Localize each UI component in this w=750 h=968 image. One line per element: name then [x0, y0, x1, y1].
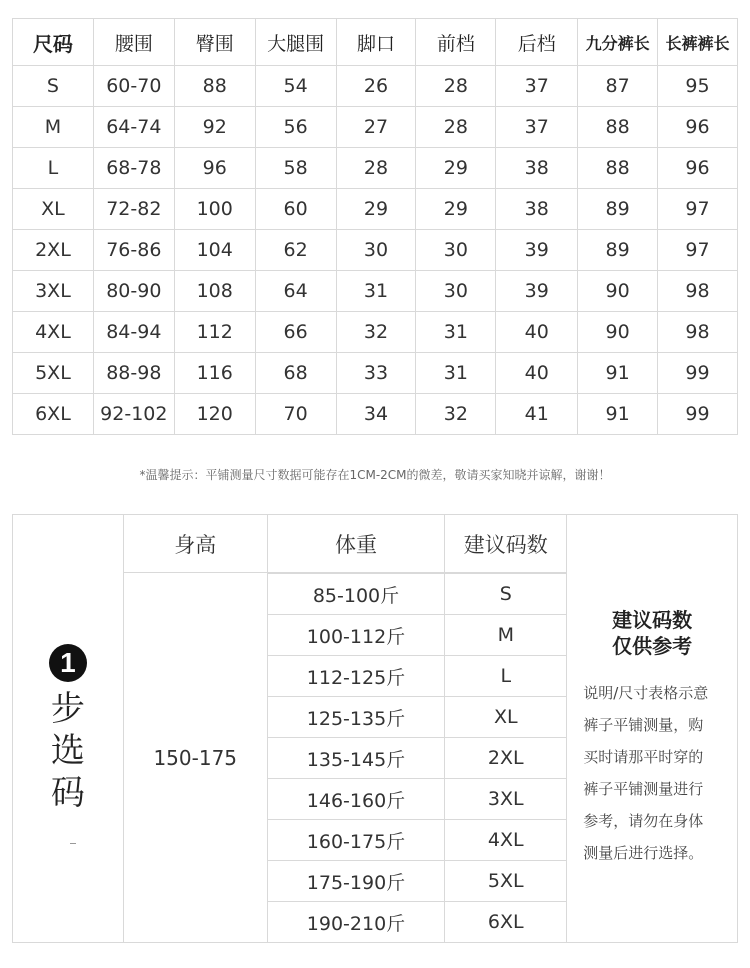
size-chart-cell: 76-86: [93, 230, 174, 271]
size-chart-cell: 40: [496, 353, 578, 394]
step-cell: [13, 515, 124, 943]
size-chart-header-row: [13, 19, 738, 66]
size-chart-cell: 89: [578, 230, 658, 271]
size-chart-cell: 30: [336, 230, 416, 271]
size-chart-cell: 90: [578, 312, 658, 353]
header-weight: 体重: [267, 515, 445, 573]
size-chart-cell: 68-78: [93, 148, 174, 189]
size-chart-cell: 88-98: [93, 353, 174, 394]
size-chart-cell: 88: [578, 148, 658, 189]
size-chart-cell: 60: [255, 189, 336, 230]
size-chart-cell: 84-94: [93, 312, 174, 353]
size-chart-cell: 30: [416, 271, 496, 312]
size-chart-row: [13, 107, 738, 148]
size-chart-cell: 39: [496, 230, 578, 271]
step-number: 1: [49, 644, 87, 682]
size-chart-cell: 91: [578, 394, 658, 435]
advice-title-line: 仅供参考: [612, 634, 693, 658]
size-chart-cell: 31: [336, 271, 416, 312]
size-chart-cell: 91: [578, 353, 658, 394]
size-chart-row: [13, 353, 738, 394]
size-chart-row: [13, 394, 738, 435]
recommended-size: S: [445, 574, 567, 615]
header-back-rise: 后档: [496, 19, 578, 66]
header-full-length: 长裤裤长: [658, 19, 738, 66]
size-chart-cell: 66: [255, 312, 336, 353]
size-chart-cell: 92-102: [93, 394, 174, 435]
size-chart-cell: 32: [416, 394, 496, 435]
weight-range: 190-210斤: [267, 902, 445, 943]
header-height: 身高: [123, 515, 267, 573]
size-chart-cell: 37: [496, 107, 578, 148]
size-chart-cell: 28: [416, 66, 496, 107]
size-chart-cell: 98: [658, 312, 738, 353]
header-recommended-size: 建议码数: [445, 515, 567, 573]
weight-range: 146-160斤: [267, 779, 445, 820]
size-chart-cell: 88: [174, 66, 255, 107]
size-chart-cell: 38: [496, 189, 578, 230]
size-chart-cell: 97: [658, 230, 738, 271]
advice-title-line: 建议码数: [612, 608, 693, 632]
measurement-note: *温馨提示：平铺测量尺寸数据可能存在1CM-2CM的微差，敬请买家知晓并谅解，谢谢！: [139, 468, 611, 482]
size-chart-cell: 72-82: [93, 189, 174, 230]
weight-range: 85-100斤: [267, 574, 445, 615]
size-chart-cell: 58: [255, 148, 336, 189]
weight-range: 175-190斤: [267, 861, 445, 902]
size-chart-cell: 29: [416, 148, 496, 189]
step-char: 步: [50, 688, 85, 729]
height-range: 150-175: [123, 573, 267, 943]
size-chart-cell: 31: [416, 312, 496, 353]
header-ankle-length: 九分裤长: [578, 19, 658, 66]
weight-range: 160-175斤: [267, 820, 445, 861]
size-chart-cell: 104: [174, 230, 255, 271]
size-chart-cell: 95: [658, 66, 738, 107]
step-divider-mark: [70, 843, 76, 844]
size-chart-cell: 96: [658, 107, 738, 148]
size-chart-cell: XL: [13, 189, 94, 230]
size-chart-cell: 2XL: [13, 230, 94, 271]
size-chart-cell: 112: [174, 312, 255, 353]
advice-title: [567, 607, 737, 659]
size-chart-cell: 70: [255, 394, 336, 435]
size-chart-cell: 120: [174, 394, 255, 435]
advice-text: [567, 677, 737, 869]
size-chart-cell: 4XL: [13, 312, 94, 353]
size-chart-row: [13, 230, 738, 271]
size-chart-cell: S: [13, 66, 94, 107]
size-chart-row: [13, 312, 738, 353]
step-char: 选: [50, 730, 85, 771]
advice-line: 裤子平铺测量，购: [583, 716, 704, 734]
size-chart-table: [12, 18, 738, 435]
size-chart-cell: 38: [496, 148, 578, 189]
weight-range: 100-112斤: [267, 615, 445, 656]
advice-line: 测量后进行选择。: [583, 844, 704, 862]
recommended-size: 5XL: [445, 861, 567, 902]
size-chart-row: [13, 271, 738, 312]
size-chart-cell: 29: [416, 189, 496, 230]
size-chart-cell: 3XL: [13, 271, 94, 312]
size-chart-cell: 60-70: [93, 66, 174, 107]
advice-line: 裤子平铺测量进行: [583, 780, 704, 798]
size-chart-cell: 6XL: [13, 394, 94, 435]
size-chart-cell: 28: [416, 107, 496, 148]
size-chart-cell: 89: [578, 189, 658, 230]
recommendation-header-row: [13, 515, 738, 573]
size-chart-cell: 100: [174, 189, 255, 230]
header-hip: 臀围: [174, 19, 255, 66]
header-thigh: 大腿围: [255, 19, 336, 66]
size-chart-cell: 41: [496, 394, 578, 435]
size-chart-cell: 68: [255, 353, 336, 394]
size-chart-cell: 30: [416, 230, 496, 271]
size-chart-cell: 64: [255, 271, 336, 312]
size-chart-cell: 64-74: [93, 107, 174, 148]
size-chart-cell: L: [13, 148, 94, 189]
size-chart-cell: 87: [578, 66, 658, 107]
size-chart-body: [13, 66, 738, 435]
size-chart-cell: 39: [496, 271, 578, 312]
recommended-size: XL: [445, 697, 567, 738]
size-chart-cell: 28: [336, 148, 416, 189]
size-chart-cell: 37: [496, 66, 578, 107]
recommended-size: L: [445, 656, 567, 697]
step-char: 码: [50, 772, 85, 813]
size-chart-cell: 99: [658, 394, 738, 435]
recommended-size: 3XL: [445, 779, 567, 820]
header-size: 尺码: [13, 19, 94, 66]
advice-cell: [567, 515, 738, 943]
size-chart-row: [13, 189, 738, 230]
size-chart-cell: 88: [578, 107, 658, 148]
header-hem: 脚口: [336, 19, 416, 66]
size-recommendation-table: [12, 514, 738, 943]
size-chart-cell: 54: [255, 66, 336, 107]
header-front-rise: 前档: [416, 19, 496, 66]
size-chart-row: [13, 66, 738, 107]
recommended-size: 6XL: [445, 902, 567, 943]
recommended-size: 2XL: [445, 738, 567, 779]
size-chart-cell: 96: [174, 148, 255, 189]
size-chart-cell: 99: [658, 353, 738, 394]
size-chart-cell: 90: [578, 271, 658, 312]
size-chart-cell: 98: [658, 271, 738, 312]
header-waist: 腰围: [93, 19, 174, 66]
size-chart-cell: 56: [255, 107, 336, 148]
size-chart-cell: 33: [336, 353, 416, 394]
recommended-size: M: [445, 615, 567, 656]
size-chart-cell: 108: [174, 271, 255, 312]
size-chart-cell: 97: [658, 189, 738, 230]
step-label: [13, 644, 123, 814]
size-chart-cell: 29: [336, 189, 416, 230]
size-chart-row: [13, 148, 738, 189]
size-chart-cell: 62: [255, 230, 336, 271]
advice-line: 说明/尺寸表格示意: [583, 684, 709, 702]
size-chart-cell: 116: [174, 353, 255, 394]
size-chart-cell: M: [13, 107, 94, 148]
recommended-size: 4XL: [445, 820, 567, 861]
advice-line: 买时请那平时穿的: [583, 748, 704, 766]
size-chart-cell: 5XL: [13, 353, 94, 394]
weight-range: 135-145斤: [267, 738, 445, 779]
advice-line: 参考，请勿在身体: [583, 812, 704, 830]
size-chart-cell: 40: [496, 312, 578, 353]
size-chart-cell: 27: [336, 107, 416, 148]
size-chart-cell: 34: [336, 394, 416, 435]
size-chart-cell: 31: [416, 353, 496, 394]
size-chart-cell: 92: [174, 107, 255, 148]
weight-range: 125-135斤: [267, 697, 445, 738]
size-chart-cell: 96: [658, 148, 738, 189]
size-chart-cell: 26: [336, 66, 416, 107]
weight-range: 112-125斤: [267, 656, 445, 697]
size-chart-cell: 32: [336, 312, 416, 353]
size-chart-cell: 80-90: [93, 271, 174, 312]
